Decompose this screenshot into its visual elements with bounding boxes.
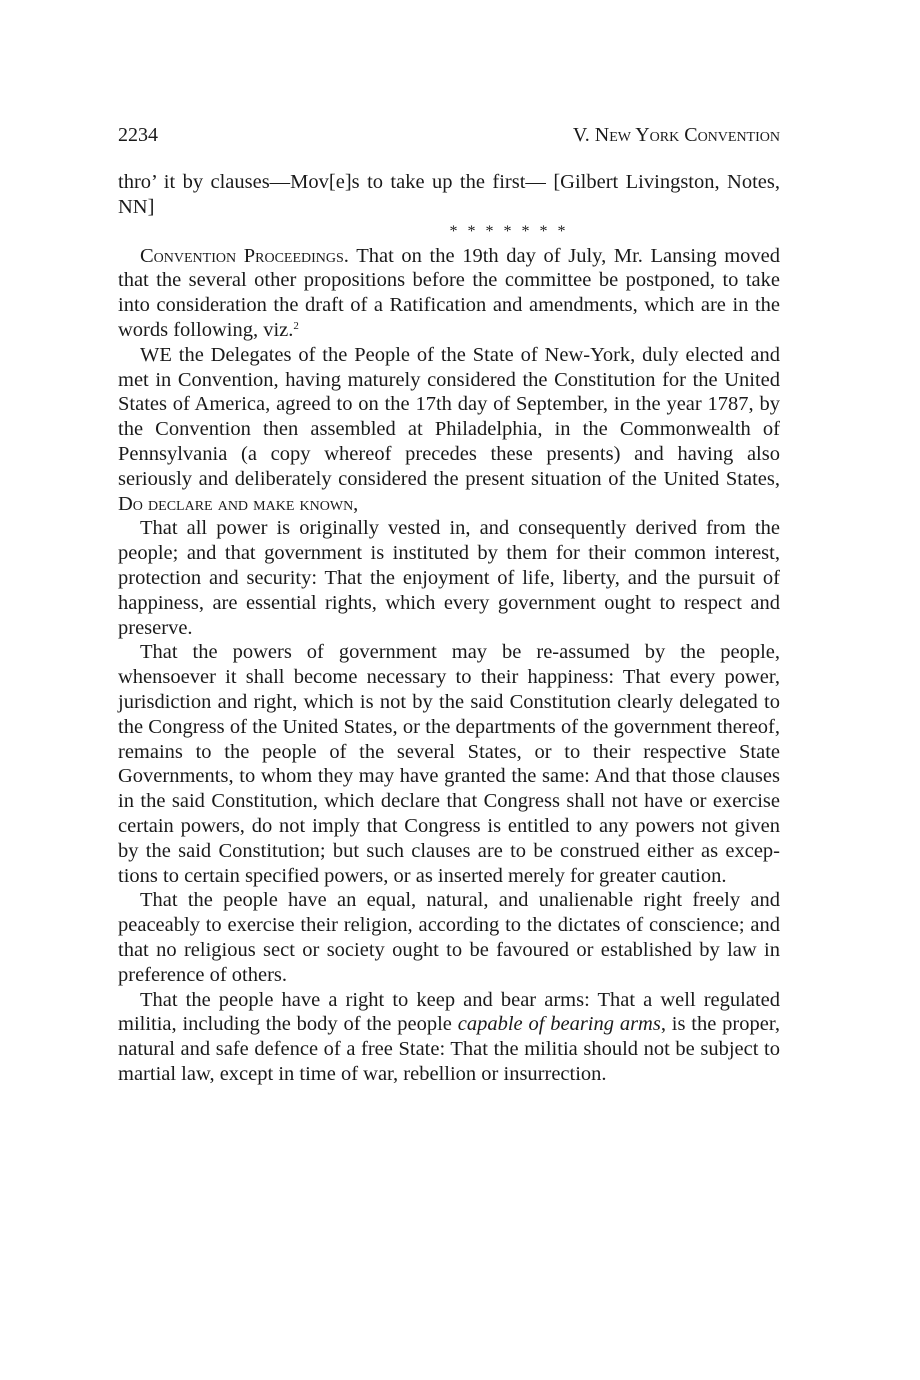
paragraph-continuation: thro’ it by clauses—Mov[e]s to take up the first— [Gilbert Livingston, Notes, NN] (118, 171, 780, 218)
page-number: 2234 (118, 124, 158, 146)
section-separator: * * * * * * * (449, 222, 569, 240)
paragraph-religion: That the people have an equal, natural, and unalienable right freely and peaceably to exercise their religion, according to the dictates of conscience; and that no religious sect or society ought to be favoured or established by law in preference of others. (118, 889, 780, 986)
paragraph-original-power: That all power is originally vested in, and consequently derived from the people; and that government is instituted by them for their common interest, protection and security: That the enjoyment of life, liberty, and the pursuit of happiness, are essential rights, which every government ought to respect and preserve. (118, 517, 780, 639)
paragraph-bear-arms (118, 988, 780, 1087)
paragraph-text: That the people have a right to keep and bear arms: That a well regulated militia, including the body of the people (118, 988, 780, 1036)
body-text (118, 170, 780, 1087)
paragraph-text: WE the Delegates of the People of the State of New-York, duly elected and met in Convention, having maturely considered the Constitution for the United States of America, agreed to on the 17th day of September, in the year 1787, by the Convention then assembled at Philadelphia, in the Commonwealth of Pennsylvania (a copy whereof precedes these presents) and having also seriously and deliberately considered the present situation of the United States, (118, 343, 780, 490)
paragraph-reassumed-powers: That the powers of government may be re-assumed by the people, whensoever it shall become necessary to their happiness: That every power, jurisdiction and right, which is not by the said Constitution clearly delegated to the Congress of the United States, or the departments of the government thereof, remains to the people of the several States, or to their respective State Governments, to whom they may have granted the same: And that those clauses in the said Constitution, which declare that Congress shall not have or exercise certain powers, do not imply that Congress is entitled to any powers not given by the said Constitution; but such clauses are to be construed either as exceptions to certain specified powers, or as inserted merely for greater caution. (118, 641, 780, 887)
declaration-caps: Do declare and make known, (118, 492, 359, 515)
footnote-ref: 2 (293, 319, 299, 332)
running-title: V. New York Convention (572, 124, 780, 146)
section-lead: Convention Proceedings. (140, 244, 349, 267)
running-head (118, 122, 780, 148)
italic-phrase: capable of bearing arms (457, 1013, 661, 1036)
paragraph-text: , is the proper, natural and safe defence of a free State: That the militia should not be subject to martial law, except in time of war, rebellion or insurrection. (118, 1013, 780, 1085)
paragraph-text: That on the 19th day of July, Mr. Lansing moved that the several other propositions before the committee be postponed, to take into consideration the draft of a Ratification and amendments, which are in the words following, viz. (118, 244, 781, 341)
document-page (118, 122, 780, 1087)
paragraph-convention-proceedings (118, 244, 780, 343)
paragraph-ratification-preamble (118, 343, 780, 517)
